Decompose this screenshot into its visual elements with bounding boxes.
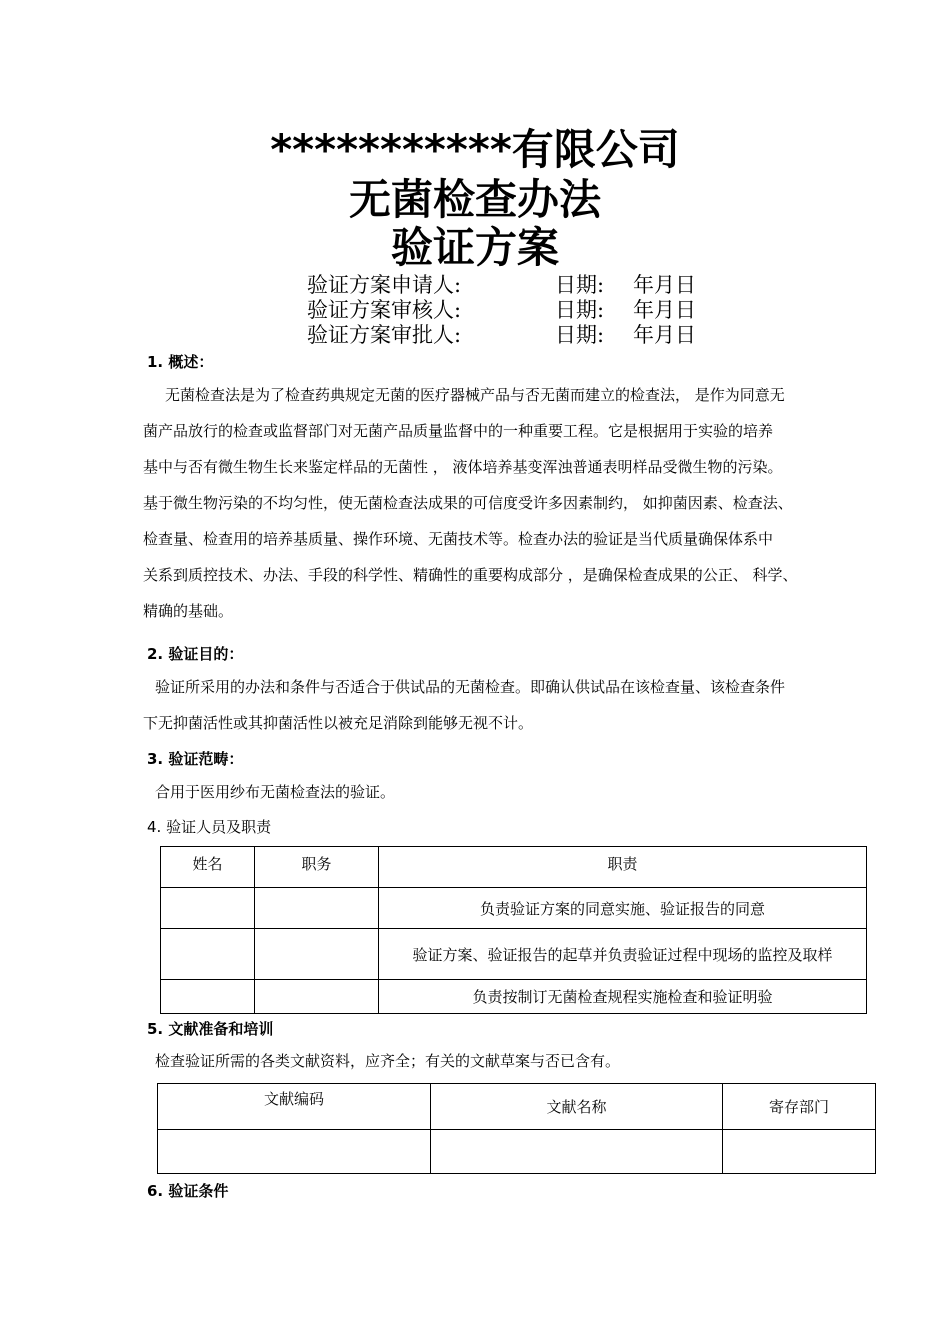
table-cell [723,1130,876,1174]
column-header: 文献编码 [158,1084,431,1130]
method-title: 无菌检查办法 [348,175,601,224]
personnel-table [160,846,867,1014]
table-cell [255,980,379,1014]
section-1-body [143,377,883,629]
company-title: ***********有限公司 [270,125,680,174]
column-header: 职责 [379,847,867,888]
table-row [161,929,867,980]
signature-line-reviewer [307,298,727,323]
signature-line-approver [307,323,727,348]
section-3-body [143,774,895,810]
table-header-row [158,1084,876,1130]
paragraph-line: 检查量、检查用的培养基质量、操作环境、无菌技术等。检查办法的验证是当代质量确保体系中 [143,530,774,548]
column-header: 寄存部门 [723,1084,876,1130]
column-header: 职务 [255,847,379,888]
section-2-body [143,669,883,741]
table-cell [255,888,379,929]
table-cell [255,929,379,980]
signature-label: 验证方案审核人: [307,298,462,322]
paragraph-line: 下无抑菌活性或其抑菌活性以被充足消除到能够无视不计。 [143,714,534,732]
section-6-heading: 6. 验证条件 [147,1182,229,1200]
date-label: 日期: [555,323,605,347]
document-table [157,1083,876,1174]
paragraph-line: 菌产品放行的检查或监督部门对无菌产品质量监督中的一种重要工程。它是根据用于实验的培养 [143,422,774,440]
date-value: 年月日 [633,298,696,322]
date-label: 日期: [555,298,605,322]
table-cell: 验证方案、验证报告的起草并负责验证过程中现场的监控及取样 [379,929,867,980]
table-cell [161,980,255,1014]
signature-line-applicant [307,273,727,298]
table-cell [158,1130,431,1174]
signature-label: 验证方案审批人: [307,323,462,347]
table-row [158,1130,876,1174]
table-row [161,980,867,1014]
paragraph-line: 关系到质控技术、办法、手段的科学性、精确性的重要构成部分 ，是确保检查成果的公正、 科学、 [143,566,798,584]
signature-label: 验证方案申请人: [307,273,462,297]
table-cell: 负责按制订无菌检查规程实施检查和验证明验 [379,980,867,1014]
section-1-heading: 1. 概述： [147,353,214,371]
paragraph-line: 精确的基础。 [143,602,234,620]
table-cell: 负责验证方案的同意实施、验证报告的同意 [379,888,867,929]
date-value: 年月日 [633,273,696,297]
column-header: 姓名 [161,847,255,888]
paragraph-line: 基于微生物污染的不均匀性，使无菌检查法成果的可信度受许多因素制约， 如抑菌因素、检查法、 [143,494,793,512]
section-3-heading: 3. 验证范畴： [147,750,244,768]
table-cell [161,929,255,980]
section-5-heading: 5. 文献准备和培训 [147,1020,274,1038]
document-title: 验证方案 [390,223,559,272]
date-label: 日期: [555,273,605,297]
table-row [161,888,867,929]
paragraph-line: 合用于医用纱布无菌检查法的验证。 [155,783,396,801]
table-header-row [161,847,867,888]
table-cell [431,1130,723,1174]
paragraph-line: 基中与否有微生物生长来鉴定样品的无菌性 ， 液体培养基变浑浊普通表明样品受微生物的污染。 [143,458,783,476]
paragraph-line: 无菌检查法是为了检查药典规定无菌的医疗器械产品与否无菌而建立的检查法， 是作为同意无 [165,386,785,404]
section-5-intro: 检查验证所需的各类文献资料，应齐全；有关的文献草案与否已含有。 [155,1052,621,1070]
section-4-heading: 4. 验证人员及职责 [147,818,272,836]
table-cell [161,888,255,929]
section-2-heading: 2. 验证目的： [147,645,244,663]
column-header: 文献名称 [431,1084,723,1130]
paragraph-line: 验证所采用的办法和条件与否适合于供试品的无菌检查。即确认供试品在该检查量、该检查条件 [155,678,786,696]
date-value: 年月日 [633,323,696,347]
